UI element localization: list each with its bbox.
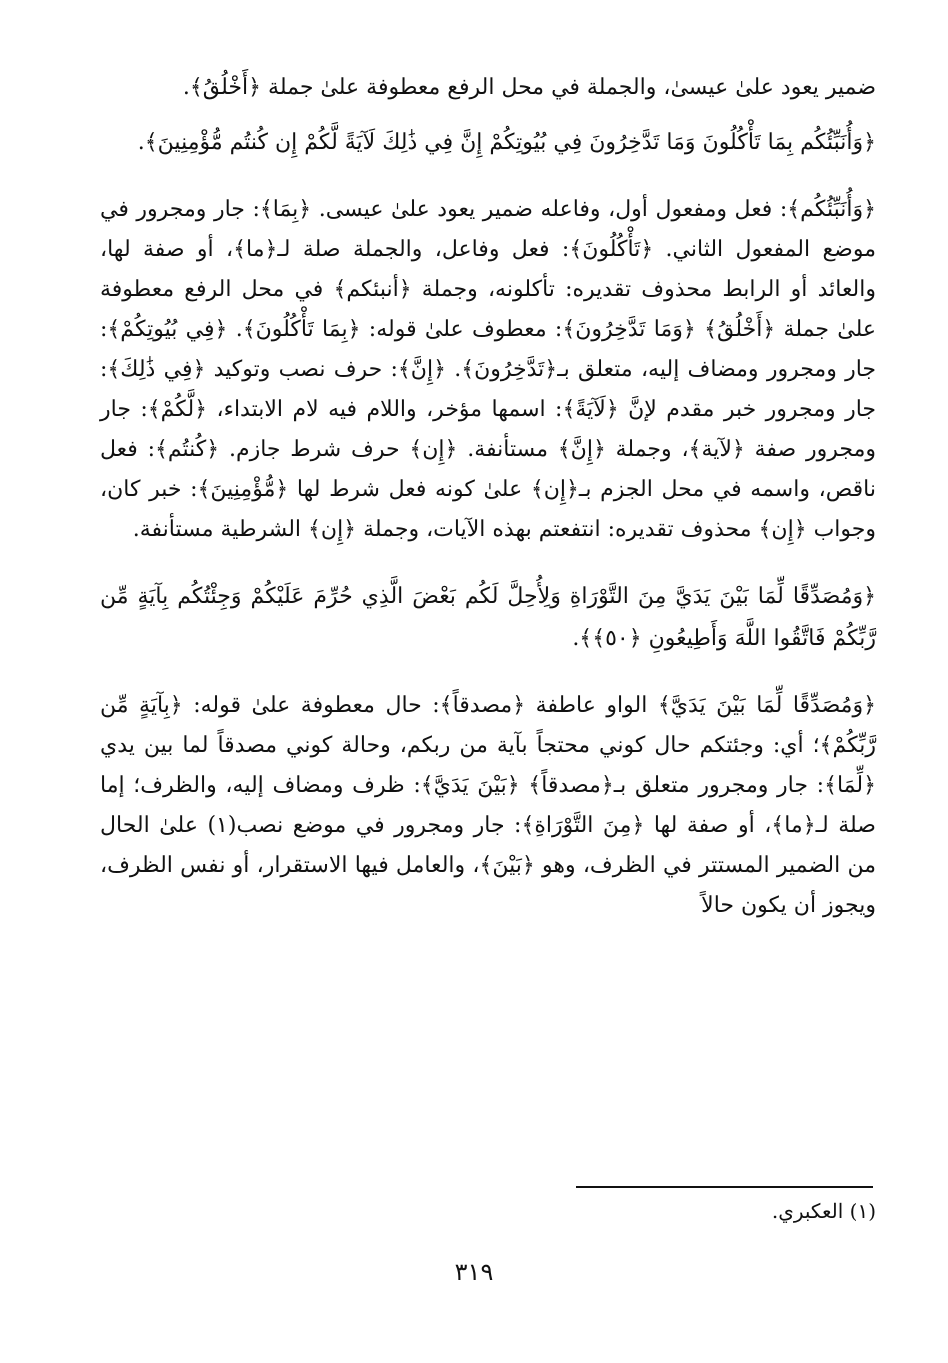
quran-verse-2: ﴿وَمُصَدِّقًا لِّمَا بَيْنَ يَدَيَّ مِنَ التَّوْرَاةِ وَلِأُحِلَّ لَكُم بَعْضَ الَّذِي حُرِّمَ عَلَيْكُمْ وَجِئْتُكُم بِآيَةٍ مِّن رَّبِّكُمْ فَاتَّقُوا اللَّهَ وَأَطِيعُونِ ﴿٥٠﴾﴾. — [100, 584, 876, 651]
commentary-paragraph-2: ﴿وَأُنَبِّئُكُم﴾: فعل ومفعول أول، وفاعله ضمير يعود علىٰ عيسى. ﴿بِمَا﴾: جار ومجرور في موضع المفعول الثاني. ﴿تَأْكُلُونَ﴾: فعل وفاعل، والجملة صلة لـ﴿ما﴾، أو صفة لها، والعائد أو الرابط محذوف تقديره: تأكلونه، وجملة ﴿أنبئكم﴾ في محل الرفع معطوفة علىٰ جملة ﴿أَخْلُقُ﴾ ﴿وَمَا تَدَّخِرُونَ﴾: معطوف علىٰ قوله: ﴿بِمَا تَأْكُلُونَ﴾. ﴿فِي بُيُوتِكُمْ﴾: جار ومجرور ومضاف إليه، متعلق بـ﴿تَدَّخِرُونَ﴾. ﴿إِنَّ﴾: حرف نصب وتوكيد ﴿فِي ذَٰلِكَ﴾: جار ومجرور خبر مقدم لإنَّ ﴿لَآيَةً﴾: اسمها مؤخر، واللام فيه لام الابتداء، ﴿لَّكُمْ﴾: جار ومجرور صفة ﴿لآية﴾، وجملة ﴿إِنَّ﴾ مستأنفة. ﴿إِن﴾ حرف شرط جازم. ﴿كُنتُم﴾: فعل ناقص، واسمه في محل الجزم بـ﴿إِن﴾ علىٰ كونه فعل شرط لها ﴿مُّؤْمِنِينَ﴾: خبر كان، وجواب ﴿إِن﴾ محذوف تقديره: انتفعتم بهذه الآيات، وجملة ﴿إِن﴾ الشرطية مستأنفة. — [100, 197, 876, 542]
paragraph-gap — [100, 164, 876, 190]
paragraph-gap — [100, 108, 876, 122]
commentary-paragraph-1: ضمير يعود علىٰ عيسىٰ، والجملة في محل الرفع معطوفة علىٰ جملة ﴿أَخْلُقُ﴾. — [182, 75, 876, 100]
footnote-separator — [576, 1186, 873, 1188]
paragraph-gap — [100, 550, 876, 576]
paragraph-gap — [100, 660, 876, 686]
page-number: ٣١٩ — [454, 1258, 494, 1286]
footnote: (١) العكبري. — [771, 1199, 876, 1223]
commentary-paragraph-3: ﴿وَمُصَدِّقًا لِّمَا بَيْنَ يَدَيَّ﴾ الواو عاطفة ﴿مصدقاً﴾: حال معطوفة علىٰ قوله: ﴿بِآيَةٍ مِّن رَّبِّكُمْ﴾؛ أي: وجئتكم حال كوني محتجاً بآية من ربكم، وحالة كوني مصدقاً لما بين يدي ﴿لِّمَا﴾: جار ومجرور متعلق بـ﴿مصدقاً﴾ ﴿بَيْنَ يَدَيَّ﴾: ظرف ومضاف إليه، والظرف؛ إما صلة لـ﴿ما﴾، أو صفة لها ﴿مِنَ التَّوْرَاةِ﴾: جار ومجرور في موضع نصب(١) علىٰ الحال من الضمير المستتر في الظرف، وهو ﴿بَيْنَ﴾، والعامل فيها الاستقرار، أو نفس الظرف، ويجوز أن يكون حالاً — [100, 693, 876, 918]
quran-verse-1: ﴿وَأُنَبِّئُكُم بِمَا تَأْكُلُونَ وَمَا تَدَّخِرُونَ فِي بُيُوتِكُمْ إِنَّ فِي ذَٰلِكَ لَآيَةً لَّكُمْ إِن كُنتُم مُّؤْمِنِينَ﴾. — [137, 130, 876, 155]
